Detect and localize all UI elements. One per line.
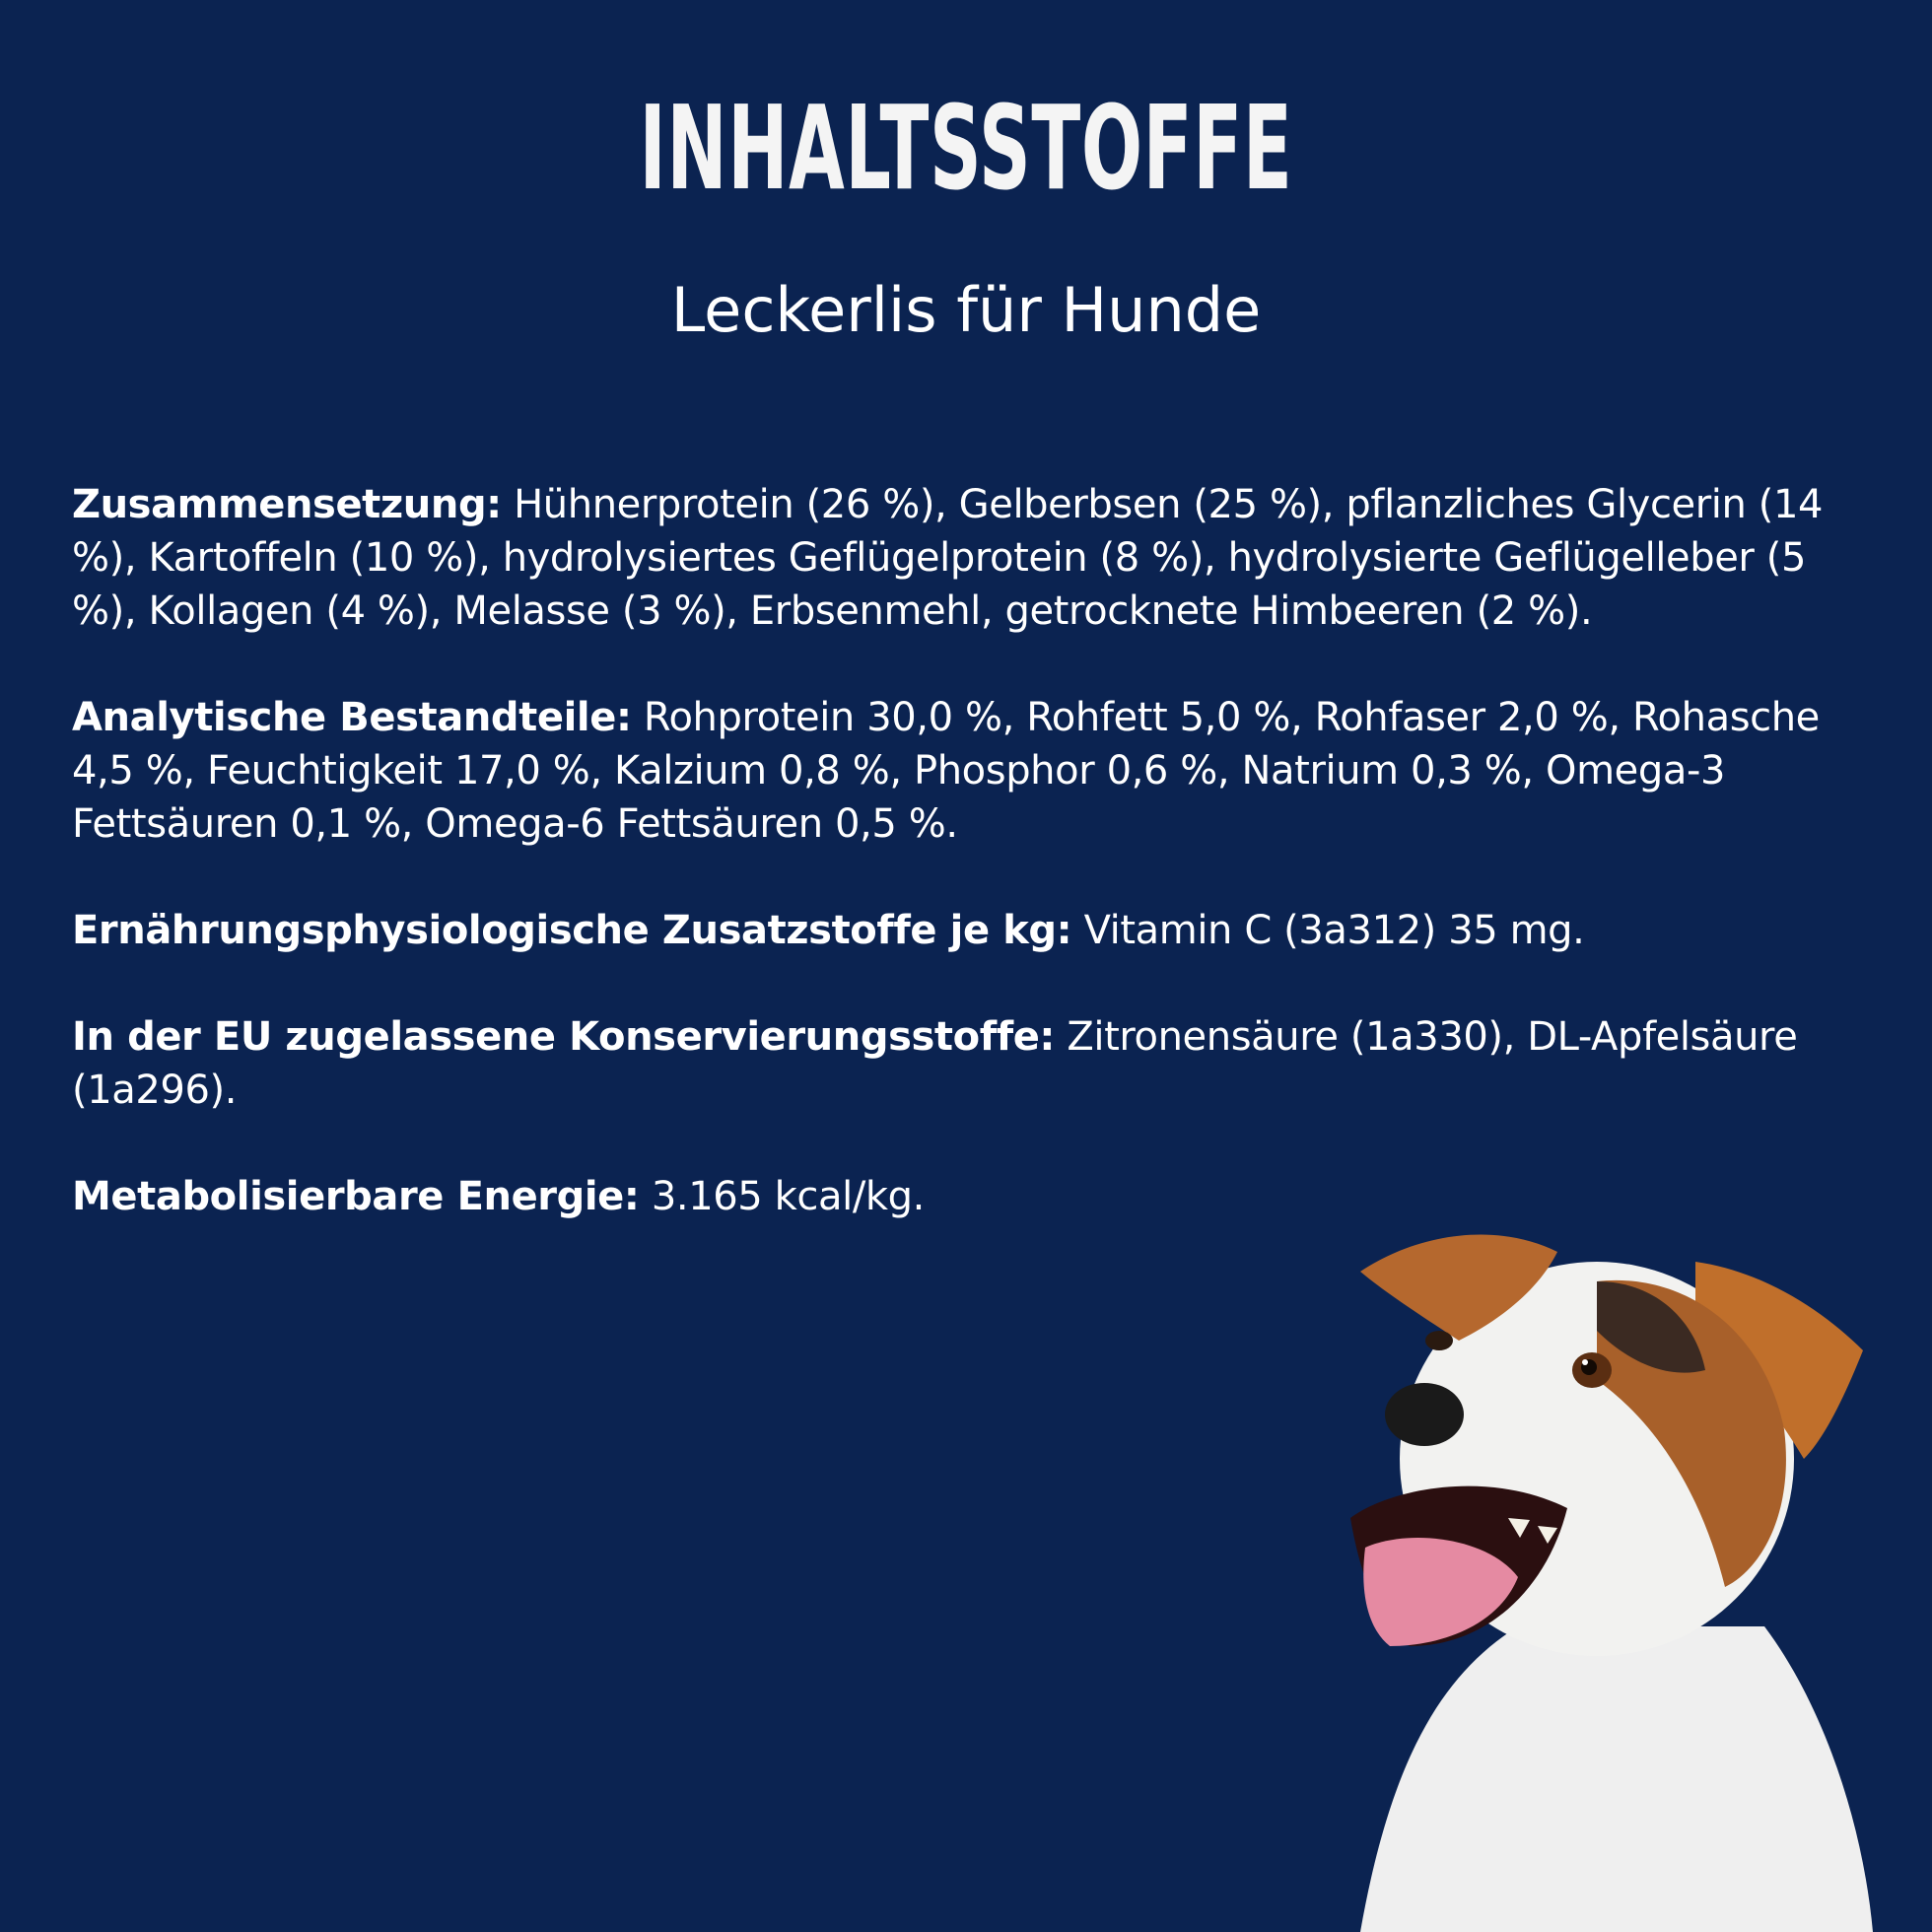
dog-image (1272, 1212, 1932, 1932)
additives-text: Vitamin C (3a312) 35 mg. (1083, 908, 1585, 953)
analytical-label: Analytische Bestandteile: (72, 695, 632, 740)
additives-label: Ernährungsphysiologische Zusatzstoffe je kg: (72, 908, 1072, 953)
composition-paragraph (72, 478, 1876, 638)
page-title: INHALTSSTOFFE (639, 80, 1293, 216)
energy-text: 3.165 kcal/kg. (651, 1174, 925, 1219)
composition-label: Zusammensetzung: (72, 482, 502, 527)
ingredients-content (72, 478, 1876, 1276)
preservatives-label: In der EU zugelassene Konservierungsstoffe: (72, 1014, 1056, 1060)
analytical-text: Rohprotein 30,0 %, Rohfett 5,0 %, Rohfaser 2,0 %, Rohasche 4,5 %, Feuchtigkeit 17,0 %, Kalzium 0,8 %, Phosphor 0,6 %, Natrium 0,3 %, Omega-3 Fettsäuren 0,1 %, Omega-6 Fettsäuren 0,5 %. (72, 695, 1820, 847)
preservatives-paragraph (72, 1010, 1876, 1117)
preservatives-text: Zitronensäure (1a330), DL-Apfelsäure (1a296). (72, 1014, 1798, 1113)
page-subtitle: Leckerlis für Hunde (670, 274, 1262, 346)
composition-text: Hühnerprotein (26 %), Gelberbsen (25 %), pflanzliches Glycerin (14 %), Kartoffeln (10 %), hydrolysiertes Geflügelprotein (8 %), hydrolysierte Geflügelleber (5 %), Kollagen (4 %), Melasse (3 %), Erbsenmehl, getrocknete Himbeeren (2 %). (72, 482, 1824, 634)
energy-label: Metabolisierbare Energie: (72, 1174, 640, 1219)
analytical-paragraph (72, 691, 1876, 851)
additives-paragraph (72, 904, 1876, 957)
